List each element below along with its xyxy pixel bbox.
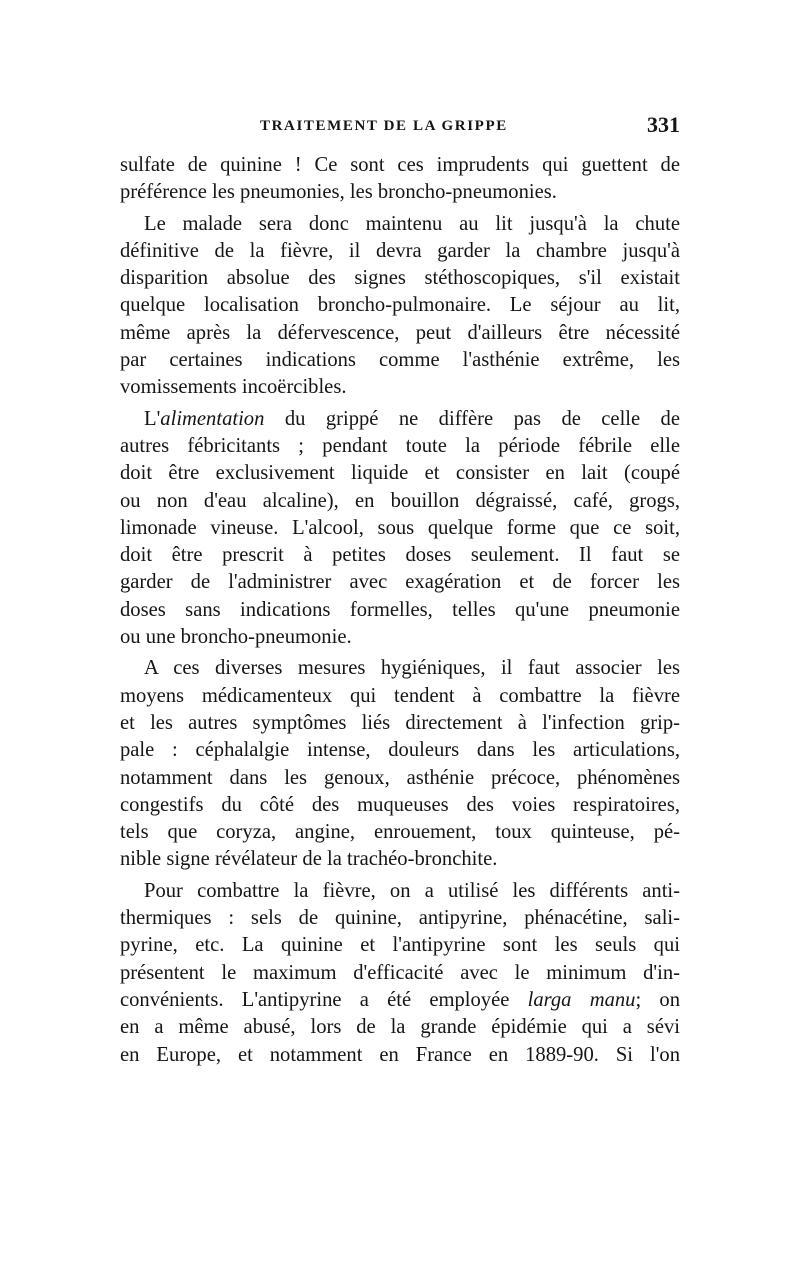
text-line: ou une broncho-pneumonie.	[120, 626, 352, 649]
running-title: TRAITEMENT DE LA GRIPPE	[260, 118, 508, 134]
text-line	[120, 987, 680, 1014]
text-line	[120, 406, 680, 433]
text-line: disparition absolue des signes stéthoscopiques, s'il existait	[120, 267, 680, 290]
running-head	[120, 112, 680, 146]
lead-prefix: L'	[144, 407, 161, 430]
text-line: moyens médicamenteux qui tendent à combattre la fièvre	[120, 684, 680, 707]
text-fragment: convénients. L'antipyrine a été employée	[120, 988, 528, 1011]
text-line: congestifs du côté des muqueuses des voies respiratoires,	[120, 793, 680, 816]
text-line: en a même abusé, lors de la grande épidémie qui a sévi	[120, 1016, 680, 1039]
body-text	[120, 152, 680, 1069]
text-line: thermiques : sels de quinine, antipyrine, phénacétine, sali-	[120, 907, 680, 930]
text-line: définitive de la fièvre, il devra garder la chambre jusqu'à	[120, 239, 680, 262]
text-line: doses sans indications formelles, telles qu'une pneumonie	[120, 598, 680, 621]
text-line: limonade vineuse. L'alcool, sous quelque forme que ce soit,	[120, 516, 680, 539]
text-line: par certaines indications comme l'asthénie extrême, les	[120, 349, 680, 372]
text-line: A ces diverses mesures hygiéniques, il faut associer les	[144, 657, 680, 680]
italic-phrase: larga manu	[527, 988, 636, 1011]
text-line: doit être exclusivement liquide et consister en lait (coupé	[120, 462, 680, 485]
text-line: présentent le maximum d'efficacité avec le minimum d'in-	[120, 961, 680, 984]
text-line: pyrine, etc. La quinine et l'antipyrine sont les seuls qui	[120, 934, 680, 957]
text-line: ou non d'eau alcaline), en bouillon dégraissé, café, grogs,	[120, 489, 680, 512]
text-line: autres fébricitants ; pendant toute la période fébrile elle	[120, 434, 680, 457]
text-line: Pour combattre la fièvre, on a utilisé les différents anti-	[144, 879, 680, 902]
text-line: Le malade sera donc maintenu au lit jusqu'à la chute	[144, 212, 680, 235]
text-line: même après la défervescence, peut d'ailleurs être nécessité	[120, 321, 680, 344]
text-line: sulfate de quinine ! Ce sont ces imprudents qui guettent de	[120, 154, 680, 176]
text-fragment: du grippé ne diffère pas de celle de	[264, 407, 680, 430]
text-line: garder de l'administrer avec exagération et de forcer les	[120, 571, 680, 594]
text-line: nible signe révélateur de la trachéo-bronchite.	[120, 848, 498, 871]
text-line: quelque localisation broncho-pulmonaire. Le séjour au lit,	[120, 294, 680, 317]
text-line: doit être prescrit à petites doses seulement. Il faut se	[120, 544, 680, 567]
italic-term: alimentation	[160, 407, 265, 430]
text-line: notamment dans les genoux, asthénie précoce, phénomènes	[120, 766, 680, 789]
text-line: et les autres symptômes liés directement à l'infection grip-	[120, 711, 680, 734]
text-line: tels que coryza, angine, enrouement, toux quinteuse, pé-	[120, 821, 680, 844]
page-number: 331	[647, 112, 680, 137]
text-line: préférence les pneumonies, les broncho-pneumonies.	[120, 181, 557, 204]
text-line: en Europe, et notamment en France en 1889-90. Si l'on	[120, 1043, 680, 1066]
text-line: vomissements incoërcibles.	[120, 376, 347, 399]
text-line: pale : céphalalgie intense, douleurs dans les articulations,	[120, 739, 680, 762]
text-fragment: ; on	[635, 988, 681, 1011]
